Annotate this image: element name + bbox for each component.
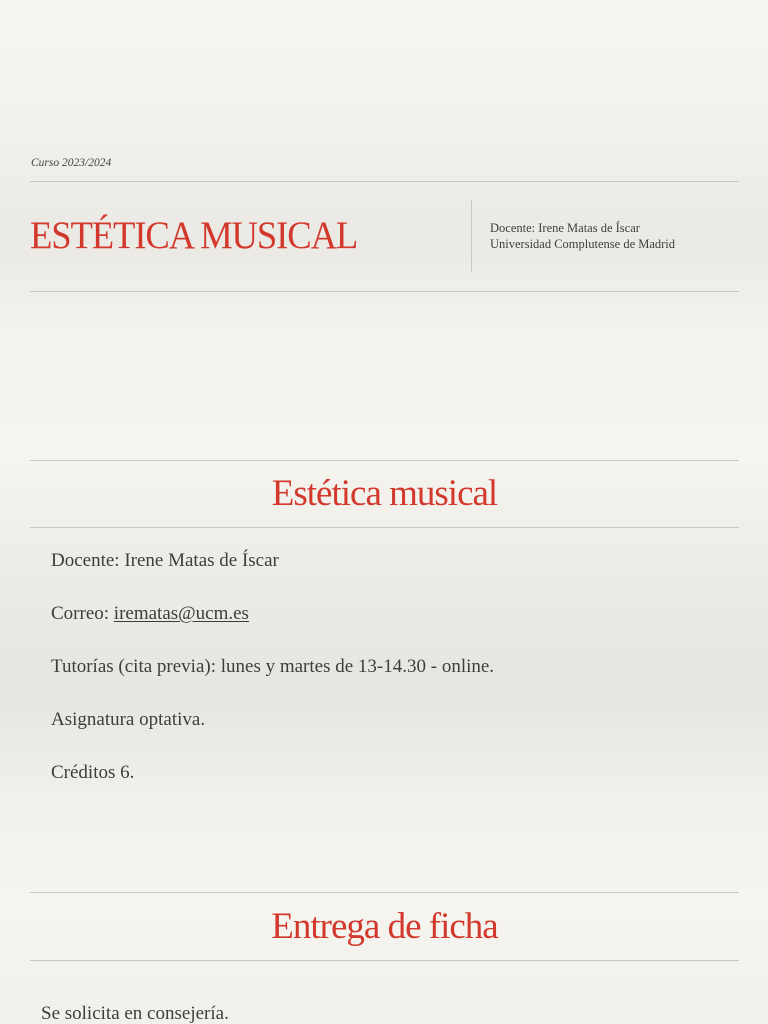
entrega-text: Se solicita en consejería.	[41, 1003, 229, 1024]
info-tutorias: Tutorías (cita previa): lunes y martes de 13-14.30 - online.	[51, 656, 495, 677]
course-label: Curso 2023/2024	[31, 157, 112, 169]
email-link[interactable]: irematas@ucm.es	[113, 603, 249, 624]
page-title: ESTÉTICA MUSICAL	[30, 214, 358, 257]
course-info-list	[51, 548, 494, 813]
email-label: Correo:	[51, 603, 114, 624]
section-title-entrega-de-ficha: Entrega de ficha	[271, 906, 498, 947]
header-university: Universidad Complutense de Madrid	[490, 237, 676, 251]
info-subject-type: Asignatura optativa.	[51, 709, 206, 730]
info-credits: Créditos 6.	[51, 762, 135, 783]
header-vertical-divider	[471, 200, 472, 272]
section2-bottom-divider	[30, 960, 739, 961]
info-email	[51, 601, 494, 654]
section2-top-divider	[30, 892, 739, 893]
section-title-estetica-musical: Estética musical	[271, 473, 498, 514]
section1-bottom-divider	[30, 527, 739, 528]
header-bottom-divider	[30, 291, 739, 292]
info-teacher: Docente: Irene Matas de Íscar	[51, 550, 279, 571]
header-teacher-info	[490, 220, 675, 252]
section1-top-divider	[30, 460, 739, 461]
header-teacher-name: Docente: Irene Matas de Íscar	[490, 221, 640, 235]
header-top-divider	[30, 181, 739, 182]
